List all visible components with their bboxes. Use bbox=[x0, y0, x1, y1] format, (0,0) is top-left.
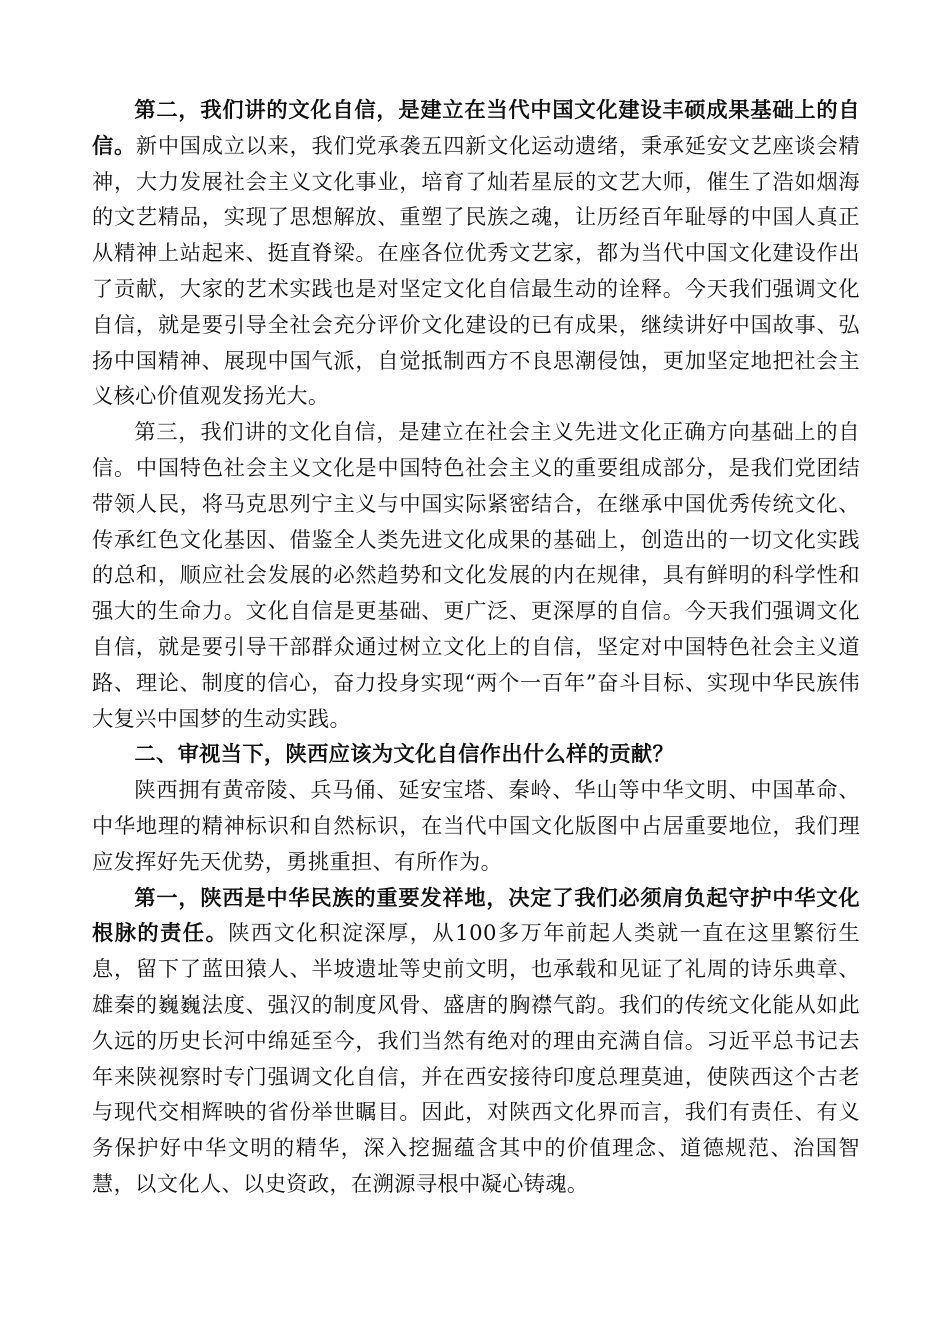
section-heading: 二、审视当下，陕西应该为文化自信作出什么样的贡献？ bbox=[134, 741, 675, 767]
paragraph-third-point: 第三，我们讲的文化自信，是建立在社会主义先进文化正确方向基础上的自信。中国特色社会主义文化是中国特色社会主义的重要组成部分，是我们党团结带领人民，将马克思列宁主义与中国实际紧密结合，在继承中国优秀传统文化、传承红色文化基因、借鉴全人类先进文化成果的基础上，创造出的一切文化实践的总和，顺应社会发展的必然趋势和文化发展的内在规律，具有鲜明的科学性和强大的生命力。文化自信是更基础、更广泛、更深厚的自信。今天我们强调文化自信，就是要引导干部群众通过树立文化上的自信，坚定对中国特色社会主义道路、理论、制度的信心，奋力投身实现“两个一百年”奋斗目标、实现中华民族伟大复兴中国梦的生动实践。 bbox=[92, 419, 860, 731]
paragraph-body: 新中国成立以来，我们党承袭五四新文化运动遗绪，秉承延安文艺座谈会精神，大力发展社会主义文化事业，培育了灿若星辰的文艺大师，催生了浩如烟海的文艺精品，实现了思想解放、重塑了民族之魂，让历经百年耻辱的中国人真正从精神上站起来、挺直脊梁。在座各位优秀文艺家，都为当代中国文化建设作出了贡献，大家的艺术实践也是对坚定文化自信最生动的诠释。今天我们强调文化自信，就是要引导全社会充分评价文化建设的已有成果，继续讲好中国故事、弘扬中国精神、展现中国气派，自觉抵制西方不良思潮侵蚀，更加坚定地把社会主义核心价值观发扬光大。 bbox=[92, 132, 860, 409]
paragraph-shaanxi-intro: 陕西拥有黄帝陵、兵马俑、延安宝塔、秦岭、华山等中华文明、中国革命、中华地理的精神标识和自然标识，在当代中国文化版图中占居重要地位，我们理应发挥好先天优势，勇挑重担、有所作为。 bbox=[92, 777, 860, 874]
paragraph-first-point-shaanxi bbox=[92, 880, 860, 1202]
paragraph-second-point bbox=[92, 92, 860, 414]
document-page bbox=[92, 92, 860, 1202]
paragraph-lead-bold: 第二，我们讲的文化自信，是建立在当代中国文化建设丰硕成果基础上的自信。 bbox=[92, 97, 860, 158]
paragraph-body: 陕西文化积淀深厚，从100多万年前起人类就一直在这里繁衍生息，留下了蓝田猿人、半坡遗址等史前文明，也承载和见证了礼周的诗乐典章、雄秦的巍巍法度、强汉的制度风骨、盛唐的胸襟气韵。我们的传统文化能从如此久远的历史长河中绵延至今，我们当然有绝对的理由充满自信。习近平总书记去年来陕视察时专门强调文化自信，并在西安接待印度总理莫迪，使陕西这个古老与现代交相辉映的省份举世瞩目。因此，对陕西文化界而言，我们有责任、有义务保护好中华文明的精华，深入挖掘蕴含其中的价值理念、道德规范、治国智慧，以文化人、以史资政，在溯源寻根中凝心铸魂。 bbox=[92, 920, 861, 1196]
paragraph-lead-bold: 第一，陕西是中华民族的重要发祥地，决定了我们必须肩负起守护中华文化根脉的责任。 bbox=[92, 884, 860, 946]
